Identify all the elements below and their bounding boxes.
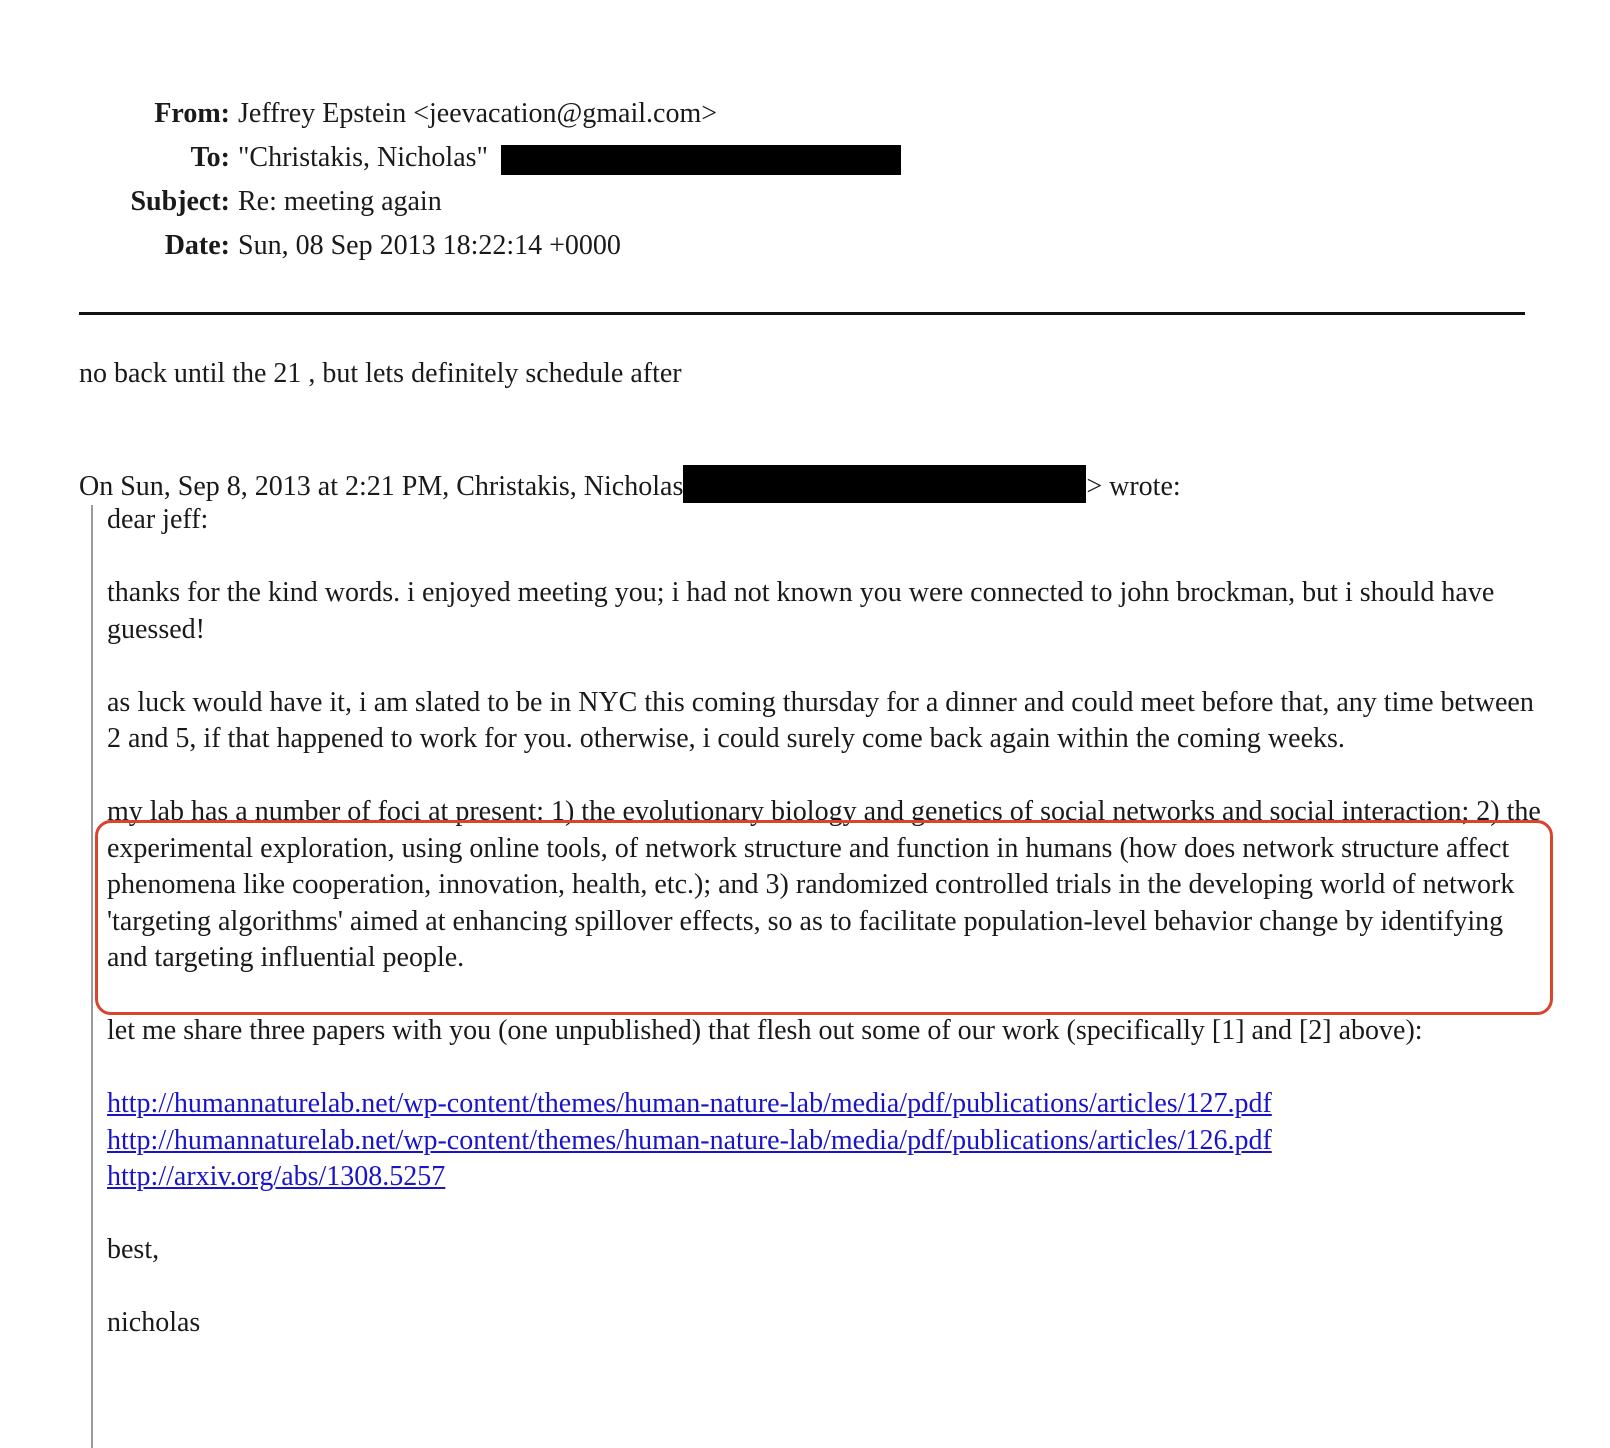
- highlight-box: [95, 820, 1553, 1015]
- date-row: [0, 224, 1200, 268]
- redaction-box: [501, 145, 901, 175]
- arxiv-link[interactable]: http://arxiv.org/abs/1308.5257: [107, 1161, 446, 1192]
- from-label: From:: [154, 98, 230, 129]
- from-value: Jeffrey Epstein <jeevacation@gmail.com>: [238, 98, 718, 129]
- attribution-suffix: > wrote:: [1086, 471, 1181, 502]
- redaction-box: [683, 465, 1086, 503]
- reply-text: no back until the 21 , but lets definitely schedule after: [79, 358, 682, 389]
- paragraph-schedule: as luck would have it, i am slated to be in NYC this coming thursday for a dinner and could meet before that, any time between 2 and 5, if that happened to work for you. otherwise, i could surely come back again within the coming weeks.: [107, 686, 1534, 754]
- to-value-wrap: [238, 136, 901, 180]
- date-label: Date:: [164, 230, 230, 261]
- date-value: Sun, 08 Sep 2013 18:22:14 +0000: [238, 230, 621, 261]
- signature: nicholas: [107, 1307, 201, 1338]
- quote-attribution: [79, 465, 1181, 507]
- closing: best,: [107, 1234, 160, 1265]
- paper-link-126[interactable]: http://humannaturelab.net/wp-content/themes/human-nature-lab/media/pdf/publications/articles/126.pdf: [107, 1124, 1272, 1156]
- email-header: [0, 92, 1200, 268]
- attribution-prefix: On Sun, Sep 8, 2013 at 2:21 PM, Christakis, Nicholas: [79, 471, 684, 502]
- subject-row: [0, 180, 1200, 224]
- greeting: dear jeff:: [107, 504, 209, 535]
- from-row: [0, 92, 1200, 136]
- subject-value: Re: meeting again: [238, 186, 442, 217]
- quote-bar: [91, 505, 93, 1448]
- to-label: To:: [190, 142, 230, 173]
- paragraph-lab-foci: my lab has a number of foci at present: 1) the evolutionary biology and genetics of social networks and social interaction; 2) the experimental exploration, using online tools, of network structure and function in humans (how does network structure affect phenomena like cooperation, innovation, health, etc.); and 3) randomized controlled trials in the developing world of network 'targeting algorithms' aimed at enhancing spillover effects, so as to facilitate population-level behavior change by identifying and targeting influential people.: [107, 796, 1541, 973]
- paragraph-thanks: thanks for the kind words. i enjoyed meeting you; i had not known you were connected to john brockman, but i should have guessed!: [107, 577, 1495, 645]
- paragraph-papers: let me share three papers with you (one unpublished) that flesh out some of our work (specifically [1] and [2] above):: [107, 1015, 1423, 1046]
- to-value: "Christakis, Nicholas": [238, 142, 488, 173]
- links-block: [107, 1086, 1547, 1196]
- paper-link-127[interactable]: http://humannaturelab.net/wp-content/themes/human-nature-lab/media/pdf/publications/articles/127.pdf: [107, 1088, 1272, 1119]
- subject-label: Subject:: [130, 186, 230, 217]
- header-divider: [79, 312, 1525, 315]
- to-row: [0, 136, 1200, 180]
